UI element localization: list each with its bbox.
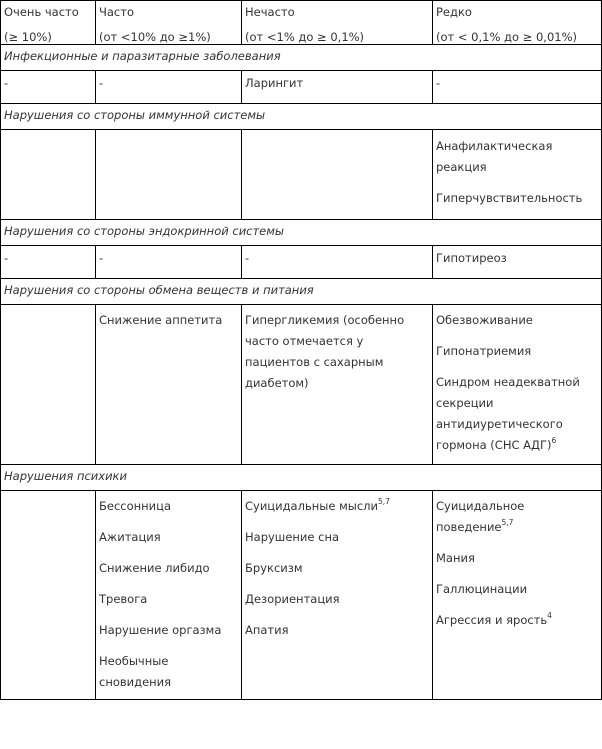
reaction-item: Ажитация xyxy=(99,530,161,544)
header-rare xyxy=(433,1,602,45)
cell-very-common xyxy=(1,130,96,220)
cell-common: - xyxy=(96,71,242,104)
cell-uncommon xyxy=(242,130,433,220)
reaction-item: Снижение либидо xyxy=(99,561,210,575)
table-row xyxy=(1,71,602,104)
cell-rare xyxy=(433,130,602,220)
reaction-item xyxy=(436,496,597,538)
reaction-item: Бруксизм xyxy=(245,561,303,575)
footnote-ref: 5,7 xyxy=(501,518,514,527)
cell-uncommon xyxy=(242,305,433,465)
footnote-ref: 4 xyxy=(547,611,552,620)
cell-uncommon xyxy=(242,491,433,700)
reaction-item: Апатия xyxy=(245,623,289,637)
table-row xyxy=(1,491,602,700)
section-title: Нарушения психики xyxy=(1,465,602,491)
reaction-item: Дезориентация xyxy=(245,592,340,606)
cell-common xyxy=(96,491,242,700)
section-title: Инфекционные и паразитарные заболевания xyxy=(1,45,602,71)
cell-very-common: - xyxy=(1,246,96,279)
reaction-text: Агрессия и ярость xyxy=(436,613,548,627)
footnote-ref: 6 xyxy=(551,436,557,445)
reaction-item: Нарушение оргазма xyxy=(99,623,222,637)
reaction-item: Нарушение сна xyxy=(245,530,340,544)
cell-rare xyxy=(433,305,602,465)
reaction-text: Синдром неадекватной секреции антидиуретического гормона (СНС АДГ) xyxy=(436,375,580,452)
reaction-text: Суицидальное поведение xyxy=(436,499,525,534)
section-row-immune xyxy=(1,104,602,130)
reaction-item: Бессонница xyxy=(99,499,172,513)
header-uncommon xyxy=(242,1,433,45)
reaction-item: Тревога xyxy=(99,592,148,606)
reaction-item: Обезвоживание xyxy=(436,313,533,327)
reaction-item: Гипонатриемия xyxy=(436,344,532,358)
table-row xyxy=(1,130,602,220)
reaction-item: Гипергликемия (особенно часто отмечается у пациентов с сахарным диабетом) xyxy=(245,313,405,390)
reaction-item xyxy=(245,496,428,517)
cell-very-common xyxy=(1,305,96,465)
cell-common xyxy=(96,130,242,220)
header-title: Нечасто xyxy=(245,5,295,19)
cell-rare: Гипотиреоз xyxy=(433,246,602,279)
header-range: (от <1% до ≥ 0,1%) xyxy=(245,30,365,44)
footnote-ref: 5,7 xyxy=(377,497,390,506)
section-title: Нарушения со стороны обмена веществ и питания xyxy=(1,279,602,305)
section-row-metabolism xyxy=(1,279,602,305)
cell-uncommon: - xyxy=(242,246,433,279)
reaction-item xyxy=(436,372,597,456)
cell-common: - xyxy=(96,246,242,279)
reaction-item: Галлюцинации xyxy=(436,582,528,596)
reaction-item: Гиперчувствительность xyxy=(436,191,583,205)
section-row-psychiatric xyxy=(1,465,602,491)
header-very-common xyxy=(1,1,96,45)
header-range: (≥ 10%) xyxy=(4,30,52,44)
reaction-text: Суицидальные мысли xyxy=(245,499,378,513)
header-range: (от < 0,1% до ≥ 0,01%) xyxy=(436,30,577,44)
header-title: Часто xyxy=(99,5,134,19)
frequency-header-row xyxy=(1,1,602,45)
cell-common xyxy=(96,305,242,465)
section-title: Нарушения со стороны иммунной системы xyxy=(1,104,602,130)
reaction-item: Мания xyxy=(436,551,475,565)
header-range: (от <10% до ≥1%) xyxy=(99,30,211,44)
table-row xyxy=(1,305,602,465)
reaction-item: Анафилактическая реакция xyxy=(436,139,553,174)
cell-rare: - xyxy=(433,71,602,104)
reaction-item: Необычные сновидения xyxy=(99,654,172,689)
table-row xyxy=(1,246,602,279)
header-title: Очень часто xyxy=(4,5,79,19)
cell-rare xyxy=(433,491,602,700)
cell-uncommon: Ларингит xyxy=(242,71,433,104)
reaction-item xyxy=(436,610,597,631)
cell-very-common xyxy=(1,491,96,700)
section-row-infections xyxy=(1,45,602,71)
cell-very-common: - xyxy=(1,71,96,104)
header-common xyxy=(96,1,242,45)
section-title: Нарушения со стороны эндокринной системы xyxy=(1,220,602,246)
header-title: Редко xyxy=(436,5,472,19)
section-row-endocrine xyxy=(1,220,602,246)
reaction-item: Снижение аппетита xyxy=(99,313,223,327)
